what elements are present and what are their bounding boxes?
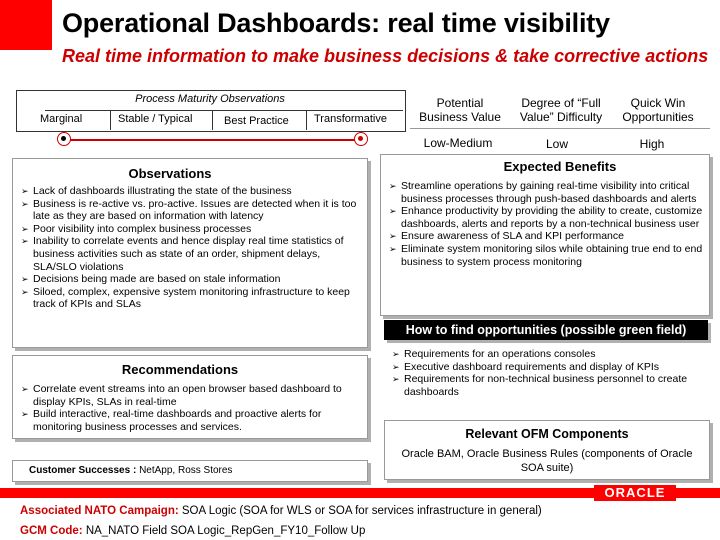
column-divider [410, 128, 710, 129]
list-item: ➢ Requirements for non-technical business personnel to create dashboards [392, 373, 704, 398]
current-state-marker [57, 132, 71, 146]
gcm-value: NA_NATO Field SOA Logic_RepGen_FY10_Follow Up [85, 525, 366, 537]
list-item: ➢ Executive dashboard requirements and display of KPIs [392, 361, 704, 374]
recommendations-list [21, 383, 361, 433]
ofm-components-text: Oracle BAM, Oracle Business Rules (components of Oracle SOA suite) [401, 448, 693, 474]
column-difficulty: Degree of “Full Value” Difficulty [519, 96, 603, 124]
campaign-line [20, 505, 542, 517]
stage-transformative: Transformative [314, 113, 387, 125]
gcm-line [20, 525, 365, 537]
list-item: ➢ Lack of dashboards illustrating the state of the business [21, 185, 361, 198]
stage-best-practice: Best Practice [224, 115, 289, 127]
list-item: ➢ Build interactive, real-time dashboards and proactive alerts for monitoring business processes and services. [21, 408, 361, 433]
red-accent-block [0, 0, 52, 50]
column-quick-win: Quick Win Opportunities [622, 96, 694, 124]
opportunities-title: How to find opportunities (possible green field) [405, 323, 687, 337]
list-item: ➢ Ensure awareness of SLA and KPI performance [389, 230, 703, 243]
page-subtitle: Real time information to make business decisions & take corrective actions [62, 46, 709, 66]
stage-marginal: Marginal [40, 113, 83, 125]
list-item: ➢ Correlate event streams into an open browser based dashboard to display KPIs, SLAs in real-time [21, 383, 361, 408]
target-state-marker [354, 132, 368, 146]
list-item: ➢ Decisions being made are based on stale information [21, 273, 361, 286]
maturity-divider [212, 110, 213, 130]
customer-successes-value: NetApp, Ross Stores [139, 465, 233, 476]
opportunities-list [392, 348, 704, 398]
quick-win-rating: High [639, 137, 665, 151]
list-item: ➢ Requirements for an operations consoles [392, 348, 704, 361]
list-item: ➢ Eliminate system monitoring silos while obtaining true end to end business to system process monitoring [389, 243, 703, 268]
list-item: ➢ Siloed, complex, expensive system monitoring infrastructure to keep track of KPIs and SLAs [21, 286, 361, 311]
list-item: ➢ Enhance productivity by providing the ability to create, customize dashboards, alerts and reports by a non-technical business user [389, 205, 703, 230]
ofm-components-title: Relevant OFM Components [465, 427, 629, 441]
campaign-value: SOA Logic (SOA for WLS or SOA for services infrastructure in general) [181, 505, 542, 517]
expected-benefits-box [380, 154, 710, 316]
maturity-divider [110, 110, 111, 130]
observations-list [21, 185, 361, 311]
maturity-arrow [60, 139, 360, 141]
customer-successes-label: Customer Successes : [29, 465, 137, 476]
maturity-divider [45, 110, 403, 111]
observations-title: Observations [128, 166, 212, 181]
customer-successes-box [12, 460, 368, 482]
stage-stable: Stable / Typical [118, 113, 193, 125]
customer-successes [29, 465, 367, 476]
observations-box [12, 158, 368, 348]
campaign-label: Associated NATO Campaign: [20, 505, 179, 517]
recommendations-title: Recommendations [121, 362, 239, 377]
page-title: Operational Dashboards: real time visibility [62, 8, 610, 38]
maturity-header: Process Maturity Observations [135, 93, 285, 105]
expected-benefits-list [389, 180, 703, 268]
expected-benefits-title: Expected Benefits [503, 159, 617, 174]
list-item: ➢ Business is re-active vs. pro-active. Issues are detected when it is too late as they are based on information with latency [21, 198, 361, 223]
recommendations-box [12, 355, 368, 439]
oracle-logo: ORACLE [594, 485, 676, 501]
list-item: ➢ Streamline operations by gaining real-time visibility into critical business processes through push-based dashboards and alerts [389, 180, 703, 205]
business-value-rating: Low-Medium [423, 136, 493, 150]
difficulty-rating: Low [545, 137, 568, 151]
column-business-value: Potential Business Value [419, 96, 501, 124]
list-item: ➢ Poor visibility into complex business processes [21, 223, 361, 236]
maturity-divider [306, 110, 307, 130]
opportunities-header [384, 320, 708, 340]
gcm-label: GCM Code: [20, 525, 83, 537]
ofm-components-box [384, 420, 710, 480]
list-item: ➢ Inability to correlate events and hence display real time statistics of business activities such as state of an order, shipment delays, SLA/SLO violations [21, 235, 361, 273]
